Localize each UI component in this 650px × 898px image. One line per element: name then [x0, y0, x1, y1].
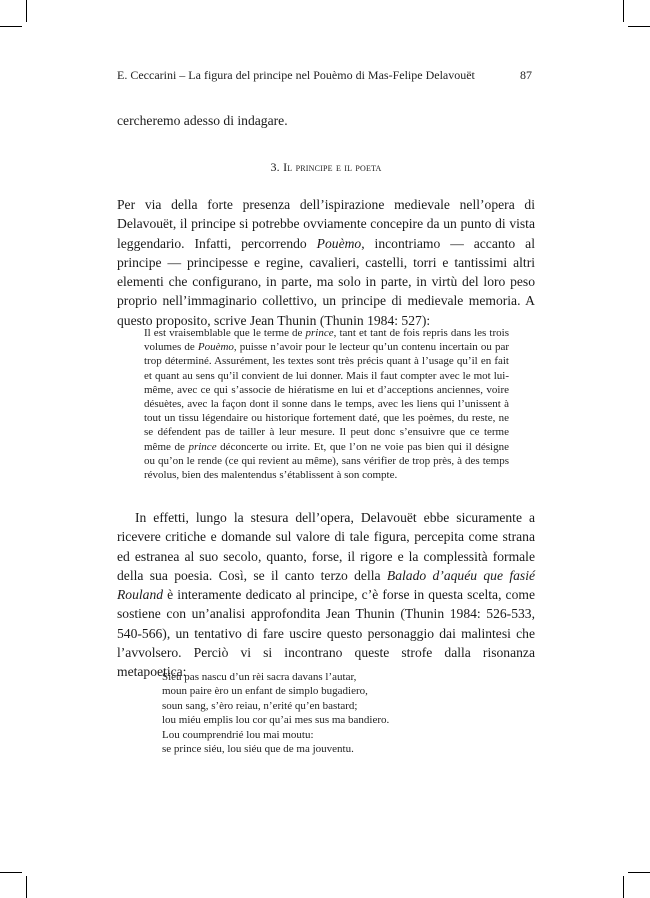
page-number: 87: [520, 68, 532, 82]
crop-mark: [623, 0, 624, 22]
paragraph-2: In effetti, lungo la stesura dell’opera, Delavouët ebbe sicuramente a ricevere critiche e domande sul valore di tale figura, percepita come strana ed estranea al suo secolo, quanto, forse, il rigore e la complessità formale della sua poesia. Così, se il canto terzo della Balado d’aquéu que fasié Rouland è interamente dedicato al principe, c’è forse in questa scelta, come sostiene con un’analisi approfondita Jean Thunin (Thunin 1984: 526-533, 540-566), un tentativo di fare uscire questo personaggio dai malintesi che l’avvolsero. Perciò vi si incontrano queste strofe dalla risonanza metapoetica:: [117, 510, 536, 680]
verse-line: moun paire èro un enfant de simplo bugadiero,: [162, 685, 368, 698]
verse-line: Lou coumprendrié lou mai moutu:: [162, 728, 314, 741]
section-title: Il principe e il poeta: [283, 160, 382, 174]
verse-line: se prince siéu, lou siéu que de ma jouventu.: [162, 743, 354, 756]
block-quote: Il est vraisemblable que le terme de prince, tant et tant de fois repris dans les trois volumes de Pouèmo, puisse n’avoir pour le lecteur qu’un contenu incertain ou par trop déterminé. Assurément, les textes sont très précis quant à l’usage qu’il en fait et quant au sens qu’il convient de lui donner. Mais il faut compter avec le mot lui-même, avec ce qui s’associe de hiératisme en lui et d’acceptions anciennes, voire désuètes, avec la façon dont il sonne dans le temps, avec les liens qui l’unissent à tout un tissu légendaire ou historique fortement daté, que les poèmes, du reste, ne se défendent pas de tailler à leur mesure. Il peut donc s’ensuivre que ce terme même de prince déconcerte ou irrite. Et, que l’on ne voie pas bien qui il désigne ou qu’on le rende (ce qui revient au même), sans vérifier de trop près, à des temps révolus, bien des malentendus s’établissent à son compte.: [144, 327, 509, 482]
crop-mark: [0, 872, 22, 873]
crop-mark: [628, 872, 650, 873]
running-head: [117, 68, 535, 83]
crop-mark: [26, 0, 27, 22]
section-number: 3.: [270, 160, 280, 174]
paragraph-1: Per via della forte presenza dell’ispirazione medievale nell’opera di Delavouët, il principe si potrebbe ovviamente concepire da un punto di vista leggendario. Infatti, percorrendo Pouèmo, incontriamo — accanto al principe — principesse e regine, cavalieri, castelli, torri e tantissimi altri elementi che configurano, in parte, ma solo in parte, in virtù del loro peso proprio nell’immaginario collettivo, un principe di medievale memoria. A questo proposito, scrive Jean Thunin (Thunin 1984: 527):: [117, 197, 535, 328]
verse-line: Siéu pas nascu d’un rèi sacra davans l’autar,: [162, 671, 357, 683]
verse-block: [162, 670, 389, 756]
intro-line: cercheremo adesso di indagare.: [117, 113, 288, 128]
section-heading: [117, 160, 535, 175]
crop-mark: [628, 26, 650, 27]
crop-mark: [623, 876, 624, 898]
verse-line: lou miéu emplis lou cor qu’ai mes sus ma bandiero.: [162, 714, 390, 727]
crop-mark: [26, 876, 27, 898]
verse-line: soun sang, s’èro reiau, n’erité qu’en bastard;: [162, 699, 358, 712]
crop-mark: [0, 26, 22, 27]
running-title: E. Ceccarini – La figura del principe nel Pouèmo di Mas-Felipe Delavouët: [117, 68, 475, 82]
